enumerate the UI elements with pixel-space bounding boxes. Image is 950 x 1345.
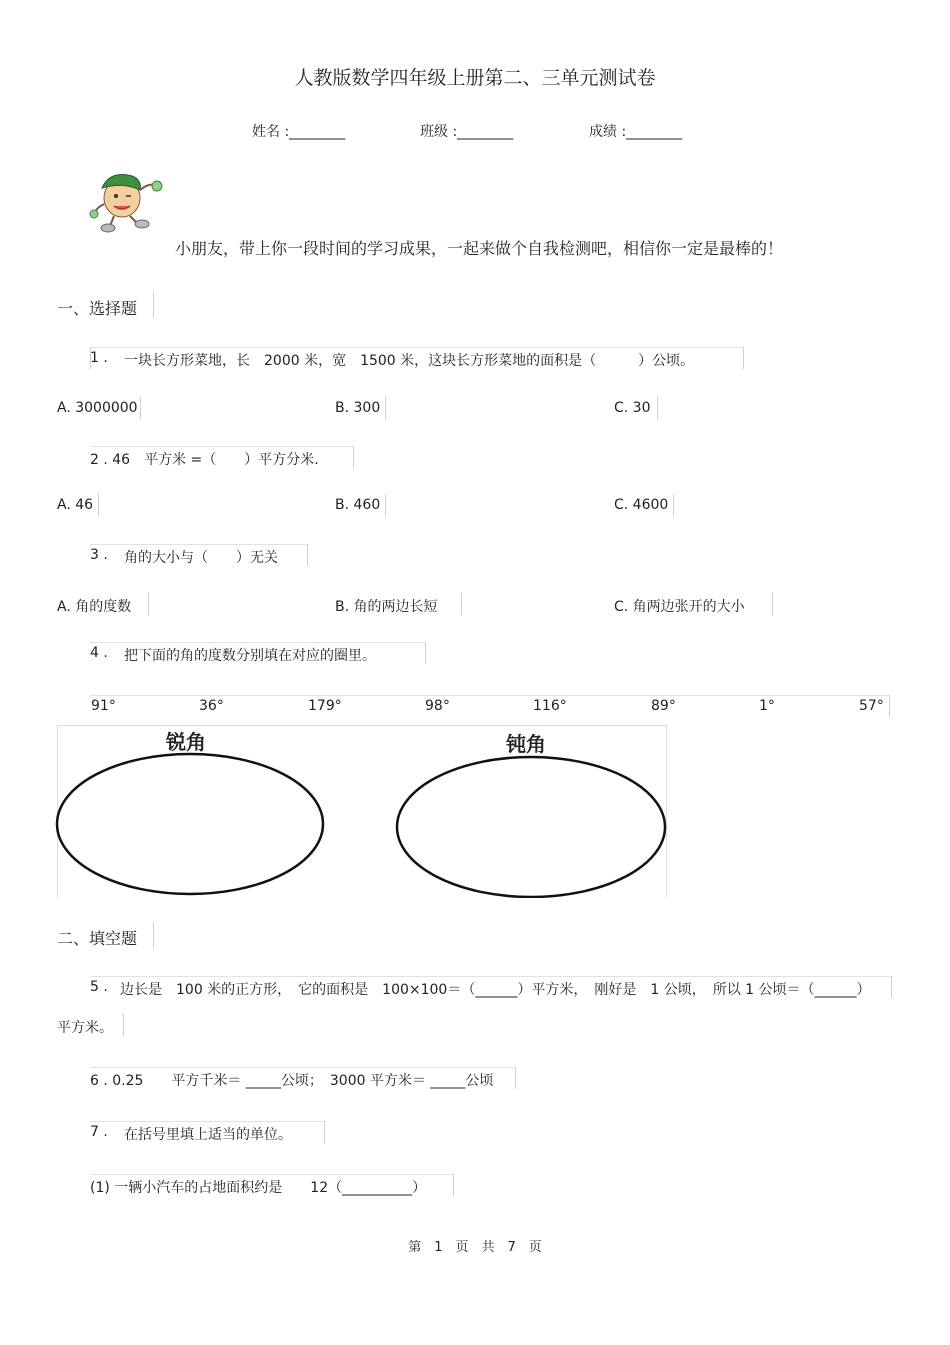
divider — [90, 1121, 325, 1122]
divider — [307, 544, 308, 566]
angle-value: 91° — [91, 698, 116, 714]
question-5-number: 5 . — [90, 979, 108, 995]
q2-option-a[interactable]: A. 46 — [57, 497, 94, 513]
divider — [123, 1014, 124, 1036]
divider — [353, 446, 354, 468]
angle-value: 57° — [859, 698, 884, 714]
question-4-text: 把下面的角的度数分别填在对应的圈里。 — [124, 648, 376, 664]
question-4-number: 4 . — [90, 645, 108, 661]
divider — [772, 593, 773, 615]
question-3-number: 3 . — [90, 547, 108, 563]
page-footer: 第 1 页 共 7 页 — [408, 1240, 542, 1255]
acute-angle-label: 锐角 — [166, 730, 206, 754]
divider — [90, 347, 744, 348]
obtuse-angle-label: 钝角 — [506, 732, 546, 756]
q1-option-a[interactable]: A. 3000000 — [57, 400, 138, 416]
obtuse-angle-oval[interactable] — [397, 757, 665, 897]
divider — [425, 642, 426, 664]
divider — [90, 1067, 516, 1068]
section-2-title: 二、填空题 — [57, 929, 138, 948]
divider — [657, 397, 658, 419]
question-5-text: 边长是 100 米的正方形， 它的面积是 100×100＝（______）平方米， 刚好是 1 公顷， 所以 1 公顷＝（______） — [120, 982, 871, 998]
intro-text: 小朋友，带上你一段时间的学习成果，一起来做个自我检测吧，相信你一定是最棒的！ — [175, 239, 784, 258]
question-1-number: 1 . — [90, 350, 108, 366]
angle-value: 1° — [759, 698, 775, 714]
divider — [90, 976, 892, 977]
page-title: 人教版数学四年级上册第二、三单元测试卷 — [294, 67, 656, 89]
divider — [461, 593, 462, 615]
angle-value: 36° — [199, 698, 224, 714]
divider — [98, 494, 99, 516]
divider — [324, 1121, 325, 1143]
q1-option-b[interactable]: B. 300 — [335, 400, 381, 416]
divider — [90, 544, 308, 545]
question-6-text: 6 . 0.25 平方千米＝ _____公顷； 3000 平方米＝ _____公顷 — [90, 1073, 494, 1089]
q1-option-c[interactable]: C. 30 — [614, 400, 651, 416]
question-7-text: 在括号里填上适当的单位。 — [124, 1127, 292, 1143]
divider — [385, 494, 386, 516]
question-5-text-cont: 平方米。 — [57, 1020, 113, 1036]
question-3-text: 角的大小与（ ）无关 — [124, 550, 278, 566]
q2-option-b[interactable]: B. 460 — [335, 497, 381, 513]
angle-value: 179° — [308, 698, 342, 714]
mascot-illustration — [86, 168, 166, 234]
divider — [90, 642, 426, 643]
divider — [515, 1067, 516, 1089]
class-field[interactable]: 班级 :________ — [420, 124, 514, 140]
divider — [153, 292, 154, 318]
angle-value: 89° — [651, 698, 676, 714]
divider — [90, 695, 890, 696]
angle-value: 116° — [533, 698, 567, 714]
divider — [673, 494, 674, 516]
divider — [743, 347, 744, 369]
divider — [90, 1174, 454, 1175]
score-field[interactable]: 成绩 :________ — [589, 124, 683, 140]
divider — [90, 446, 354, 447]
divider — [385, 397, 386, 419]
divider — [153, 922, 154, 948]
q3-option-c[interactable]: C. 角两边张开的大小 — [614, 599, 745, 615]
ovals-svg — [55, 752, 669, 898]
section-1-title: 一、选择题 — [57, 299, 138, 318]
question-7-number: 7 . — [90, 1124, 108, 1140]
divider — [140, 397, 141, 419]
q3-option-b[interactable]: B. 角的两边长短 — [335, 599, 438, 615]
divider — [148, 593, 149, 615]
divider — [889, 695, 890, 717]
question-7-sub-1: (1) 一辆小汽车的占地面积约是 12（__________） — [90, 1180, 427, 1196]
divider — [453, 1174, 454, 1196]
acute-angle-oval[interactable] — [57, 754, 323, 894]
divider — [891, 976, 892, 998]
q3-option-a[interactable]: A. 角的度数 — [57, 599, 132, 615]
angle-value: 98° — [425, 698, 450, 714]
name-field[interactable]: 姓名 :________ — [252, 124, 346, 140]
q2-option-c[interactable]: C. 4600 — [614, 497, 669, 513]
question-2-text: 2 . 46 平方米 =（ ）平方分米. — [90, 452, 319, 468]
question-1-text: 一块长方形菜地，长 2000 米，宽 1500 米，这块长方形菜地的面积是（ ）公顷。 — [124, 353, 695, 369]
